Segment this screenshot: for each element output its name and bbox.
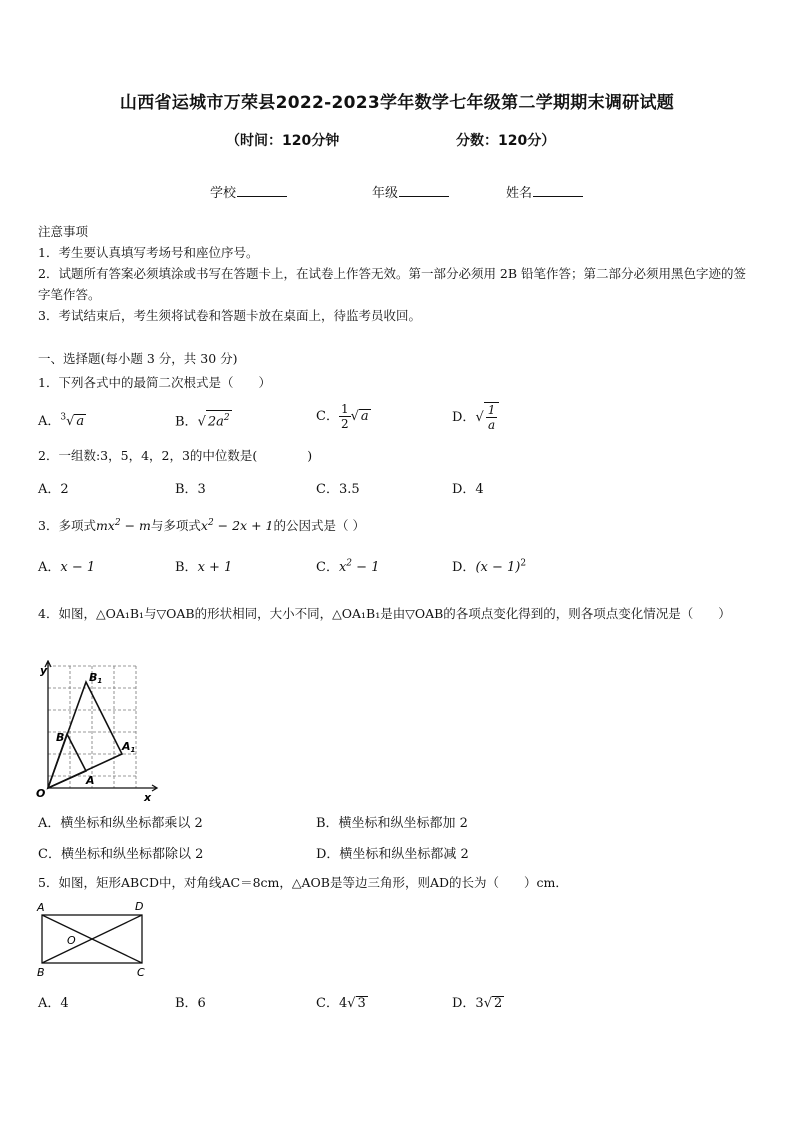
notes-heading: 注意事项 <box>38 224 89 239</box>
q2-option-a[interactable]: A．2 <box>38 482 69 497</box>
q3-option-b[interactable]: B．x + 1 <box>175 560 233 575</box>
q2-stem: 2．一组数:3，5，4，2，3的中位数是( ) <box>38 448 313 463</box>
q3-stem: 3．多项式$mx^2 - m$与多项式$x^2 - 2x + 1$的公因式是（ ） <box>38 518 365 534</box>
label-c: C <box>137 966 145 979</box>
school-blank[interactable] <box>237 184 287 197</box>
q5-figure <box>34 898 159 980</box>
label-b1: B1 <box>89 671 103 685</box>
q1-option-b[interactable]: B．√ $2a^2$ <box>175 410 232 429</box>
school-label: 学校 <box>210 186 237 201</box>
name-label: 姓名 <box>506 186 533 201</box>
q5-stem: 5．如图，矩形ABCD中，对角线AC＝8cm，△AOB是等边三角形，则AD的长为（ ）cm． <box>38 875 568 890</box>
q4-option-d[interactable]: D．横坐标和纵坐标都减 2 <box>316 847 469 862</box>
label-d: D <box>135 900 144 913</box>
label-a1: A1 <box>122 740 136 754</box>
note-item-3: 3．考试结束后，考生须将试卷和答题卡放在桌面上，待监考员收回。 <box>38 308 421 323</box>
q5-option-d[interactable]: D．3√ 2 <box>452 996 503 1011</box>
label-a: A <box>37 901 45 914</box>
grade-label: 年级 <box>372 186 399 201</box>
q3-option-c[interactable]: C．$x^2 - 1$ <box>316 558 380 575</box>
label-o: O <box>36 787 46 800</box>
label-b: B <box>37 966 45 979</box>
q2-option-c[interactable]: C．3.5 <box>316 482 360 497</box>
q5-option-a[interactable]: A．4 <box>38 996 69 1011</box>
q4-stem: 4．如图，△OA₁B₁与▽OAB的形状相同，大小不同，△OA₁B₁是由▽OAB的各项点变化得到的，则各项点变化情况是（ ） <box>38 606 731 621</box>
q5-option-c[interactable]: C．4√ 3 <box>316 996 366 1011</box>
q1-option-c[interactable]: C． $\frac{1}{2}$ √ a <box>316 402 369 431</box>
name-field <box>506 182 583 201</box>
section-heading: 一、选择题(每小题 3 分，共 30 分) <box>38 351 238 366</box>
q3-option-d[interactable]: D．$(x - 1)^2$ <box>452 558 527 575</box>
q1-option-d[interactable]: D．√ $\frac{1}{a}$ <box>452 402 499 432</box>
q4-option-c[interactable]: C．横坐标和纵坐标都除以 2 <box>38 847 204 862</box>
q1-option-a[interactable]: A．$^3$√ a <box>38 412 85 429</box>
q4-option-b[interactable]: B．横坐标和纵坐标都加 2 <box>316 816 468 831</box>
label-o: O <box>67 934 76 947</box>
q4-option-a[interactable]: A．横坐标和纵坐标都乘以 2 <box>38 816 203 831</box>
q4-figure <box>34 660 164 805</box>
label-a: A <box>86 774 95 787</box>
label-x: x <box>144 791 152 804</box>
note-item-1: 1．考生要认真填写考场号和座位序号。 <box>38 245 259 260</box>
q2-option-b[interactable]: B．3 <box>175 482 206 497</box>
grade-field <box>372 182 449 201</box>
q3-option-a[interactable]: A．x − 1 <box>38 560 96 575</box>
q2-option-d[interactable]: D．4 <box>452 482 484 497</box>
name-blank[interactable] <box>533 184 583 197</box>
q1-stem: 1．下列各式中的最简二次根式是（ ） <box>38 375 271 390</box>
exam-title: 山西省运城市万荣县2022-2023学年数学七年级第二学期期末调研试题 <box>119 93 675 113</box>
label-b: B <box>56 731 65 744</box>
grade-blank[interactable] <box>399 184 449 197</box>
exam-time: （时间：120分钟 <box>226 133 340 149</box>
label-y: y <box>40 664 48 677</box>
exam-score: 分数：120分） <box>456 133 556 149</box>
q5-option-b[interactable]: B．6 <box>175 996 206 1011</box>
school-field <box>210 182 287 201</box>
q4-grid <box>48 666 136 788</box>
note-item-2: 2．试题所有答案必须填涂或书写在答题卡上，在试卷上作答无效。第一部分必须用 2B 铅笔作答；第二部分必须用黑色字迹的签字笔作答。 <box>38 266 747 302</box>
